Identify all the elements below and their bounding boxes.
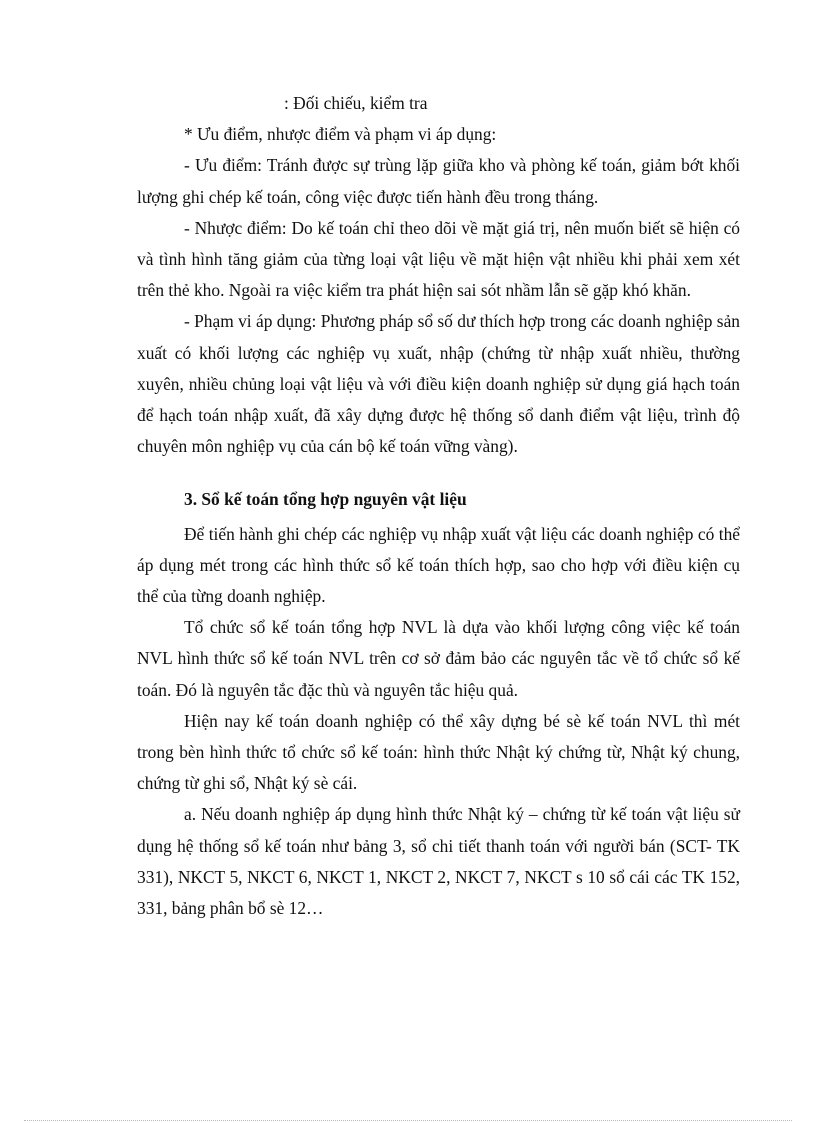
document-body bbox=[137, 88, 740, 924]
advantages-paragraph: - Ưu điểm: Tránh được sự trùng lặp giữa kho và phòng kế toán, giảm bớt khối lượng ghi chép kế toán, công việc được tiến hành đều trong tháng. bbox=[137, 155, 740, 207]
page-bottom-divider bbox=[24, 1120, 792, 1121]
intro-line: : Đối chiếu, kiểm tra bbox=[284, 93, 428, 113]
section-paragraph-2: Tổ chức sổ kế toán tổng hợp NVL là dựa vào khối lượng công việc kế toán NVL hình thức sổ kế toán NVL trên cơ sở đảm bảo các nguyên tắc về tổ chức sổ kế toán. Đó là nguyên tắc đặc thù và nguyên tắc hiệu quả. bbox=[137, 617, 740, 700]
disadvantages-paragraph: - Nhược điểm: Do kế toán chỉ theo dõi về mặt giá trị, nên muốn biết sẽ hiện có và tình hình tăng giảm của từng loại vật liệu về mặt hiện vật nhiều khi phải xem xét trên thẻ kho. Ngoài ra việc kiểm tra phát hiện sai sót nhầm lẫn sẽ gặp khó khăn. bbox=[137, 217, 740, 301]
section-paragraph-1: Để tiến hành ghi chép các nghiệp vụ nhập xuất vật liệu các doanh nghiệp có thể áp dụng mét trong các hình thức sổ kế toán thích hợp, sao cho hợp với điều kiện cụ thể của từng doanh nghiệp. bbox=[137, 523, 740, 607]
scope-paragraph: - Phạm vi áp dụng: Phương pháp sổ số dư thích hợp trong các doanh nghiệp sản xuất có khối lượng các nghiệp vụ xuất, nhập (chứng từ nhập xuất nhiều, thường xuyên, nhiều chủng loại vật liệu và với điều kiện doanh nghiệp sử dụng giá hạch toán để hạch toán nhập xuất, đã xây dựng được hệ thống sổ danh điểm vật liệu, trình độ chuyên môn nghiệp vụ của cán bộ kế toán vững vàng). bbox=[137, 311, 740, 457]
section-heading: 3. Sổ kế toán tổng hợp nguyên vật liệu bbox=[184, 489, 467, 510]
pros-cons-heading: * Ưu điểm, nhược điểm và phạm vi áp dụng: bbox=[184, 124, 497, 145]
section-paragraph-4: a. Nếu doanh nghiệp áp dụng hình thức Nhật ký – chứng từ kế toán vật liệu sử dụng hệ thống sổ kế toán như bảng 3, sổ chi tiết thanh toán với người bán (SCT- TK 331), NKCT 5, NKCT 6, NKCT 1, NKCT 2, NKCT 7, NKCT s 10 sổ cái các TK 152, 331, bảng phân bổ sè 12… bbox=[137, 804, 740, 919]
section-paragraph-3: Hiện nay kế toán doanh nghiệp có thể xây dựng bé sè kế toán NVL thì mét trong bèn hình thức tổ chức sổ kế toán: hình thức Nhật ký chứng từ, Nhật ký chung, chứng từ ghi sổ, Nhật ký sè cái. bbox=[137, 710, 740, 794]
